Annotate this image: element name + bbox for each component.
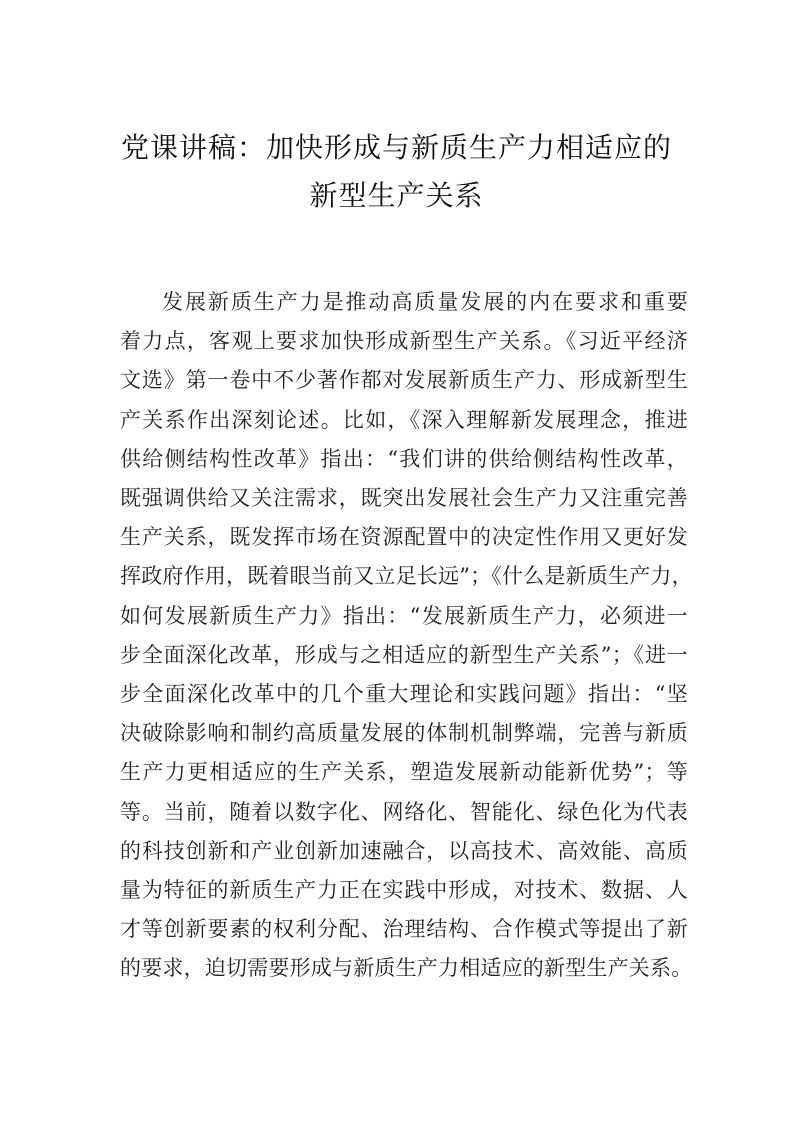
paragraph-line-8: 挥政府作用，既着眼当前又立足长远”；《什么是新质生产力，	[120, 564, 693, 589]
paragraph-line-3: 文选》第一卷中不少著作都对发展新质生产力、形成新型生	[120, 368, 688, 393]
paragraph-line-9: 如何发展新质生产力》指出：“发展新质生产力，必须进一	[120, 603, 688, 628]
paragraph-line-6: 既强调供给又关注需求，既突出发展社会生产力又注重完善	[120, 486, 688, 511]
paragraph-line-14: 等。当前，随着以数字化、网络化、智能化、绿色化为代表	[120, 799, 688, 824]
paragraph-line-10: 步全面深化改革，形成与之相适应的新型生产关系”；《进一	[120, 642, 688, 667]
title-line-2: 新型生产关系	[309, 179, 484, 212]
document-title	[60, 124, 733, 220]
paragraph-line-12: 决破除影响和制约高质量发展的体制机制弊端，完善与新质	[120, 721, 688, 746]
paragraph-line-17: 才等创新要素的权利分配、治理结构、合作模式等提出了新	[120, 917, 688, 942]
paragraph-line-5: 供给侧结构性改革》指出：“我们讲的供给侧结构性改革，	[120, 446, 688, 471]
paragraph-line-16: 量为特征的新质生产力正在实践中形成，对技术、数据、人	[120, 878, 688, 903]
paragraph-line-13: 生产力更相适应的生产关系，塑造发展新动能新优势”；等	[120, 760, 688, 785]
paragraph-line-7: 生产关系，既发挥市场在资源配置中的决定性作用又更好发	[120, 525, 688, 550]
body-paragraph	[120, 283, 700, 989]
title-line-1: 党课讲稿：加快形成与新质生产力相适应的	[120, 131, 672, 164]
paragraph-line-15: 的科技创新和产业创新加速融合，以高技术、高效能、高质	[120, 838, 688, 863]
paragraph-line-11: 步全面深化改革中的几个重大理论和实践问题》指出：“坚	[120, 682, 688, 707]
paragraph-line-4: 产关系作出深刻论述。比如，《深入理解新发展理念，推进	[120, 407, 688, 432]
paragraph-line-2: 着力点，客观上要求加快形成新型生产关系。《习近平经济	[120, 329, 688, 354]
paragraph-line-1: 发展新质生产力是推动高质量发展的内在要求和重要	[162, 290, 688, 314]
paragraph-line-18: 的要求，迫切需要形成与新质生产力相适应的新型生产关系。	[120, 956, 693, 981]
